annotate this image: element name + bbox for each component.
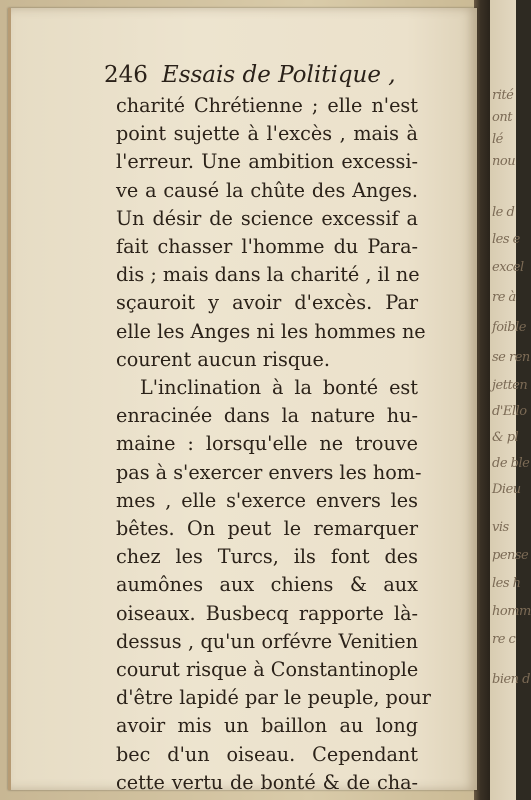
facing-page-fragment: lé bbox=[492, 132, 503, 147]
text-line: Un désir de science excessif a bbox=[116, 206, 418, 230]
text-line: avoir mis un baillon au long bbox=[116, 714, 418, 738]
facing-page-fragment: de ble bbox=[492, 456, 530, 471]
facing-page-edge bbox=[490, 0, 531, 800]
text-line: maine : lorsqu'elle ne trouve bbox=[116, 432, 418, 456]
facing-page-fragment: se ren bbox=[492, 350, 530, 365]
facing-page-fragment: excel bbox=[492, 260, 524, 275]
facing-page-fragment: le d bbox=[492, 205, 515, 220]
paragraph-start-line: L'inclination à la bonté est bbox=[140, 376, 418, 400]
text-line: bêtes. On peut le remarquer bbox=[116, 517, 418, 541]
text-line: mes , elle s'exerce envers les bbox=[116, 488, 418, 512]
text-line: charité Chrétienne ; elle n'est bbox=[116, 94, 418, 117]
facing-page-fragment: d'Ello bbox=[492, 404, 527, 419]
facing-page-fragment: Dieu bbox=[492, 482, 521, 497]
text-line: pas à s'exercer envers les hom- bbox=[116, 460, 422, 484]
facing-page-fragment: pense bbox=[492, 548, 529, 563]
text-line: sçauroit y avoir d'excès. Par bbox=[116, 291, 418, 315]
facing-page-fragment: jetten bbox=[492, 378, 528, 393]
text-line: oiseaux. Busbecq rapporte là- bbox=[116, 601, 418, 625]
text-line: courent aucun risque. bbox=[116, 347, 330, 371]
facing-page-fragment: rité bbox=[492, 88, 514, 103]
text-line: fait chasser l'homme du Para- bbox=[116, 235, 418, 259]
facing-page-fragment: & pl bbox=[492, 430, 519, 445]
text-line: ve a causé la chûte des Anges. bbox=[116, 178, 418, 202]
text-line: elle les Anges ni les hommes ne bbox=[116, 319, 426, 343]
facing-page-fragment: re c bbox=[492, 632, 516, 647]
text-line: d'être lapidé par le peuple, pour bbox=[116, 686, 431, 710]
text-line: bec d'un oiseau. Cependant bbox=[116, 742, 418, 766]
facing-page-fragment: ont bbox=[492, 110, 512, 125]
facing-page-fragment: vis bbox=[492, 520, 509, 535]
text-line: cette vertu de bonté & de cha- bbox=[116, 770, 418, 794]
facing-page-fragment: nou bbox=[492, 154, 516, 169]
page-header bbox=[104, 62, 464, 88]
text-line: enracinée dans la nature hu- bbox=[116, 404, 418, 428]
facing-page-fragment: re à bbox=[492, 290, 516, 305]
text-line: dis ; mais dans la charité , il ne bbox=[116, 263, 420, 287]
body-text bbox=[116, 92, 431, 797]
text-line: courut risque à Constantinople bbox=[116, 658, 419, 682]
text-line: aumônes aux chiens & aux bbox=[116, 573, 418, 597]
facing-page-fragment: les h bbox=[492, 576, 521, 591]
facing-page-fragment: les e bbox=[492, 232, 520, 247]
text-line: l'erreur. Une ambition excessi- bbox=[116, 150, 418, 174]
facing-page-fragment: homm bbox=[492, 604, 531, 619]
facing-page-fragment: bien d bbox=[492, 672, 530, 687]
page-number: 246 bbox=[104, 62, 148, 88]
text-line: point sujette à l'excès , mais à bbox=[116, 122, 418, 146]
text-line: chez les Turcs, ils font des bbox=[116, 545, 418, 569]
text-line: dessus , qu'un orfévre Venitien bbox=[116, 629, 418, 653]
running-title: Essais de Politique , bbox=[161, 62, 396, 88]
facing-page-fragment: foible bbox=[492, 320, 526, 335]
